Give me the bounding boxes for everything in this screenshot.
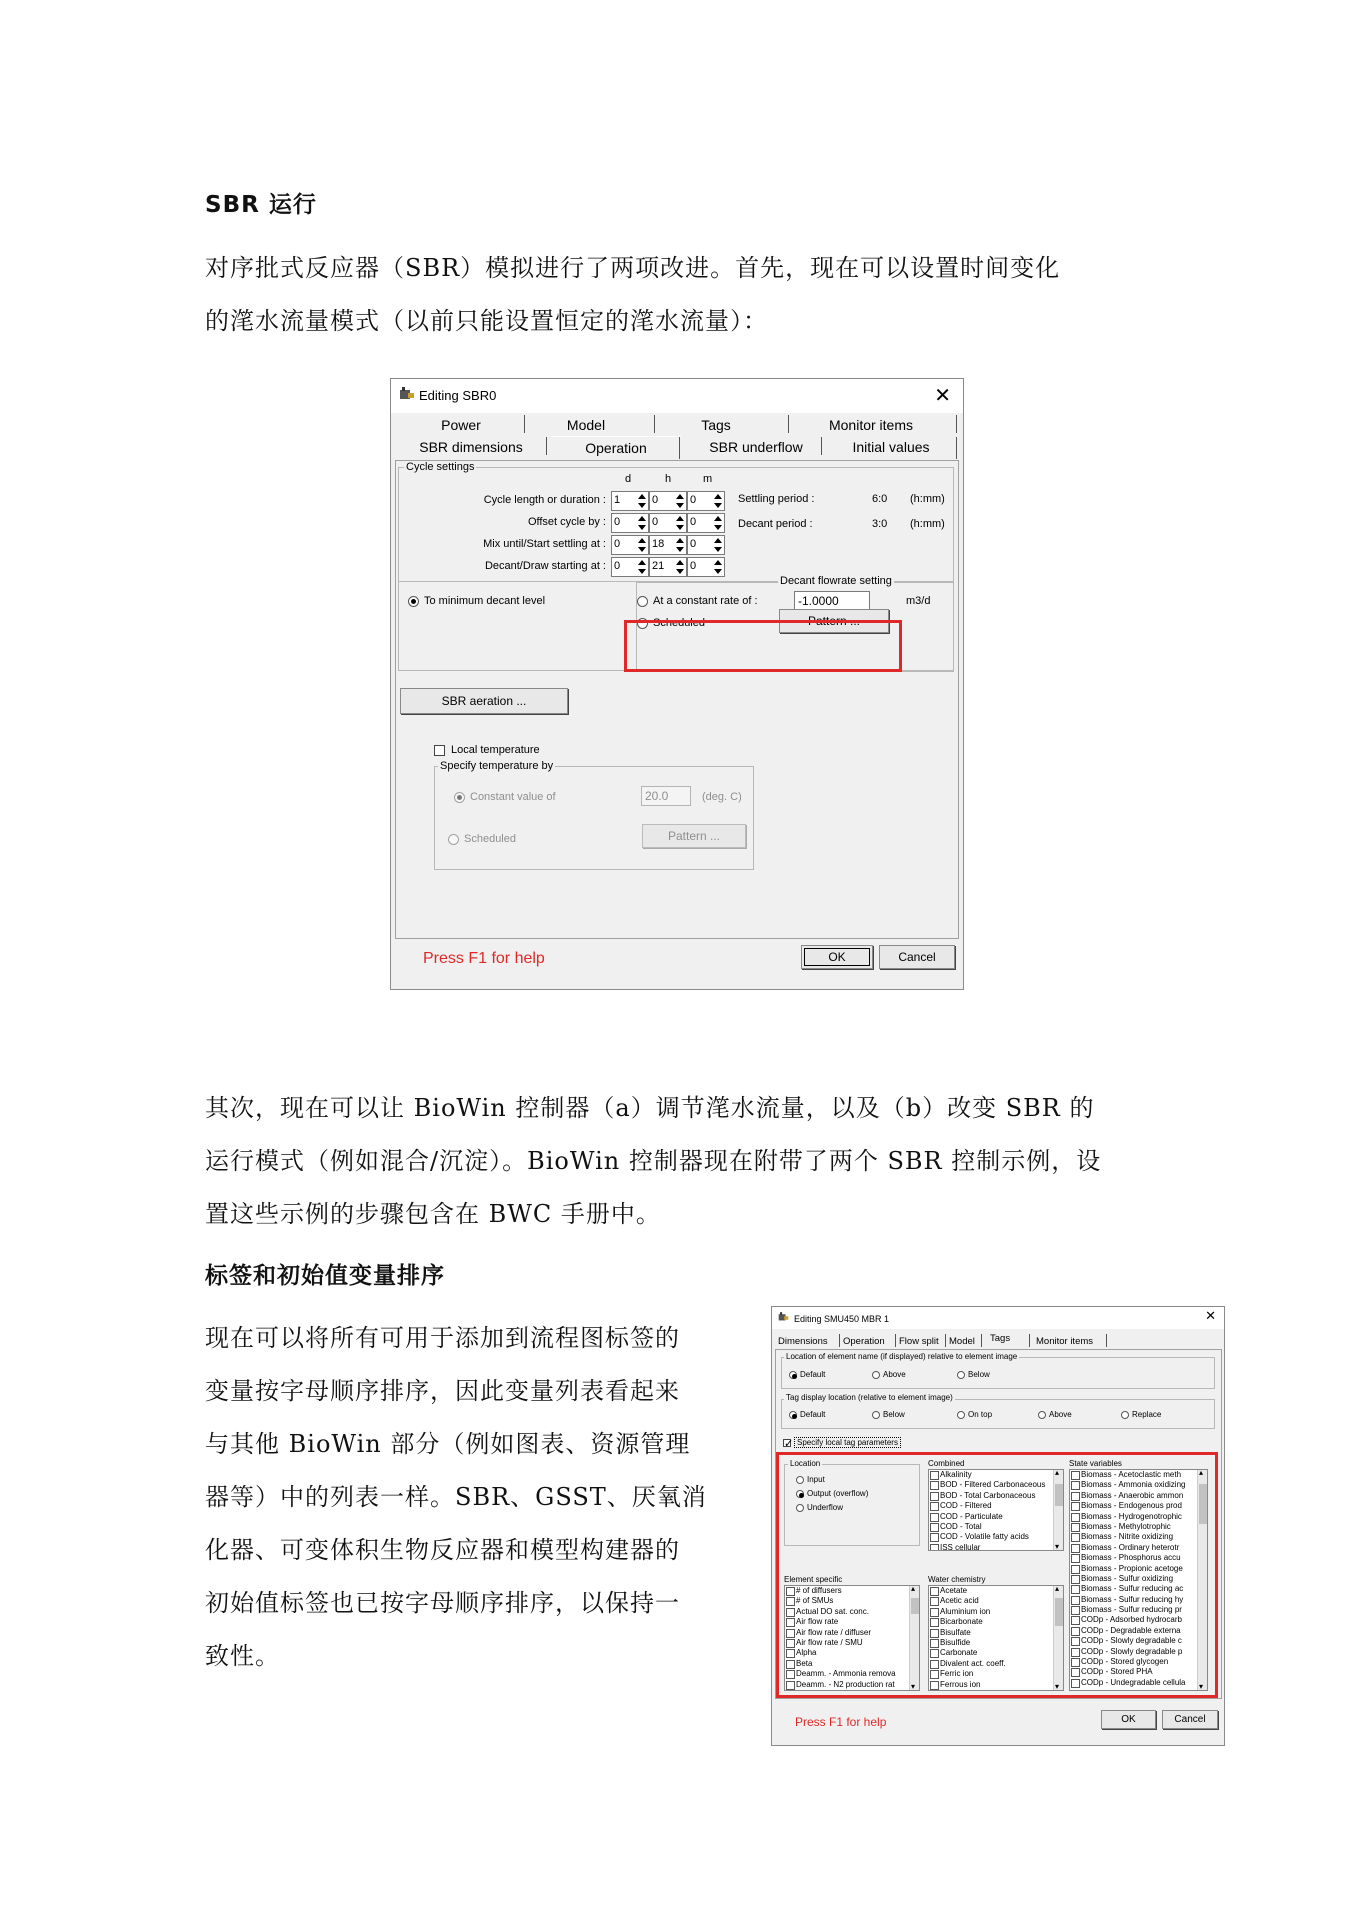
tab-model[interactable]: Model bbox=[949, 1336, 975, 1347]
list-item[interactable]: COD - Total bbox=[929, 1522, 1063, 1532]
element-name-location-label: Location of element name (if displayed) relative to element image bbox=[786, 1352, 1018, 1361]
paragraph-line: 与其他 BioWin 部分（例如图表、资源管理 bbox=[205, 1430, 691, 1458]
list-item[interactable]: Ferrous ion bbox=[929, 1680, 1063, 1690]
list-item[interactable]: COD - Filtered bbox=[929, 1501, 1063, 1511]
list-item[interactable]: Deamm. - N2 production rat bbox=[785, 1680, 919, 1690]
temp-scheduled-label: Scheduled bbox=[464, 833, 516, 845]
app-icon bbox=[399, 387, 415, 401]
list-item[interactable]: CODp - Adsorbed hydrocarb bbox=[1070, 1615, 1207, 1625]
list-item[interactable]: Carbonate bbox=[929, 1648, 1063, 1658]
list-item[interactable]: CODp - Stored PHA bbox=[1070, 1667, 1207, 1677]
water-chemistry-label: Water chemistry bbox=[928, 1575, 986, 1584]
list-item[interactable]: Biomass - Nitrite oxidizing bbox=[1070, 1532, 1207, 1542]
tab-power[interactable]: Power bbox=[441, 417, 481, 433]
cycle-length-d-spinner[interactable]: 1 bbox=[611, 491, 649, 511]
col-header-m: m bbox=[703, 473, 713, 485]
tab-monitor-items[interactable]: Monitor items bbox=[1036, 1336, 1094, 1347]
list-item[interactable]: Biomass - Sulfur reducing ac bbox=[1070, 1584, 1207, 1594]
list-item[interactable]: Air flow rate / diffuser bbox=[785, 1628, 919, 1638]
tag-above-label: Above bbox=[1049, 1410, 1072, 1419]
highlight-box bbox=[624, 620, 902, 672]
list-item[interactable]: Biomass - Anaerobic ammon bbox=[1070, 1491, 1207, 1501]
list-item[interactable]: Air flow rate / SMU bbox=[785, 1638, 919, 1648]
mbr-editing-dialog bbox=[771, 1306, 1225, 1746]
tag-on-top-radio[interactable] bbox=[957, 1411, 965, 1419]
decant-period-unit: (h:mm) bbox=[910, 518, 945, 530]
tag-replace-radio[interactable] bbox=[1121, 1411, 1129, 1419]
list-item[interactable]: Biomass - Ordinary heterotr bbox=[1070, 1543, 1207, 1553]
list-item[interactable]: Biomass - Sulfur reducing pr bbox=[1070, 1605, 1207, 1615]
tab-initial-values[interactable]: Initial values bbox=[852, 439, 930, 455]
local-temperature-checkbox[interactable] bbox=[434, 745, 445, 756]
paragraph-line: 化器、可变体积生物反应器和模型构建器的 bbox=[205, 1536, 680, 1564]
dialog-title: Editing SBR0 bbox=[419, 388, 497, 403]
cycle-settings-label: Cycle settings bbox=[406, 461, 475, 473]
offset-d-spinner[interactable]: 0 bbox=[611, 513, 649, 533]
tab-sbr-dimensions[interactable]: SBR dimensions bbox=[419, 439, 523, 455]
state-variables-label: State variables bbox=[1069, 1459, 1122, 1468]
list-item[interactable]: Bisulfate bbox=[929, 1628, 1063, 1638]
temp-constant-label: Constant value of bbox=[470, 791, 556, 803]
list-item[interactable]: # of diffusers bbox=[785, 1586, 919, 1596]
decant-pattern-button[interactable]: Pattern ... bbox=[779, 609, 889, 633]
mix-until-h-spinner[interactable]: 18 bbox=[649, 535, 687, 555]
ok-button[interactable]: OK bbox=[1101, 1710, 1156, 1729]
list-item[interactable]: Bicarbonate bbox=[929, 1617, 1063, 1627]
list-item[interactable]: Biomass - Phosphorus accu bbox=[1070, 1553, 1207, 1563]
close-icon[interactable]: ✕ bbox=[934, 385, 951, 407]
tab-monitor-items[interactable]: Monitor items bbox=[828, 417, 914, 433]
local-temperature-label: Local temperature bbox=[451, 744, 540, 756]
list-item[interactable]: Biomass - Acetoclastic meth bbox=[1070, 1470, 1207, 1480]
name-below-radio[interactable] bbox=[957, 1371, 965, 1379]
list-item[interactable]: Aluminium ion bbox=[929, 1607, 1063, 1617]
list-item[interactable]: Actual DO sat. conc. bbox=[785, 1607, 919, 1617]
app-icon bbox=[778, 1312, 789, 1322]
name-below-label: Below bbox=[968, 1370, 990, 1379]
element-specific-label: Element specific bbox=[784, 1575, 843, 1584]
list-item[interactable]: COD - Particulate bbox=[929, 1512, 1063, 1522]
specify-local-label: Specify local tag parameters bbox=[794, 1437, 901, 1448]
decant-start-m-spinner[interactable]: 0 bbox=[687, 557, 725, 577]
temp-constant-radio[interactable] bbox=[454, 792, 465, 803]
list-item[interactable]: CODp - Slowly degradable p bbox=[1070, 1647, 1207, 1657]
decant-start-d-spinner[interactable]: 0 bbox=[611, 557, 649, 577]
list-item[interactable]: Air flow rate bbox=[785, 1617, 919, 1627]
list-item[interactable]: Biomass - Sulfur reducing hy bbox=[1070, 1595, 1207, 1605]
paragraph-line: 置这些示例的步骤包含在 BWC 手册中。 bbox=[205, 1200, 661, 1228]
sbr-aeration-button[interactable]: SBR aeration ... bbox=[400, 688, 568, 714]
tag-default-radio[interactable] bbox=[789, 1411, 797, 1419]
tab-operation[interactable]: Operation bbox=[551, 436, 681, 460]
close-icon[interactable]: ✕ bbox=[1205, 1308, 1216, 1323]
tag-below-label: Below bbox=[883, 1410, 905, 1419]
col-header-h: h bbox=[665, 473, 672, 485]
sbr-editing-dialog bbox=[390, 378, 964, 990]
location-label: Location bbox=[790, 1459, 821, 1468]
name-default-label: Default bbox=[800, 1370, 826, 1379]
help-hint: Press F1 for help bbox=[423, 950, 545, 967]
decant-period-label: Decant period : bbox=[738, 518, 813, 530]
settling-period-label: Settling period : bbox=[738, 493, 815, 505]
list-item[interactable]: Bisulfide bbox=[929, 1638, 1063, 1648]
section-heading-sbr: SBR 运行 bbox=[205, 192, 317, 218]
paragraph-line: 运行模式（例如混合/沉淀）。BioWin 控制器现在附带了两个 SBR 控制示例，设 bbox=[205, 1147, 1102, 1175]
offset-h-spinner[interactable]: 0 bbox=[649, 513, 687, 533]
tab-operation[interactable]: Operation bbox=[843, 1336, 885, 1347]
specify-temperature-label: Specify temperature by bbox=[440, 760, 554, 772]
dialog-title: Editing SMU450 MBR 1 bbox=[794, 1314, 890, 1324]
mix-until-d-spinner[interactable]: 0 bbox=[611, 535, 649, 555]
constant-rate-input[interactable]: -1.0000 bbox=[794, 591, 870, 611]
list-item[interactable]: Beta bbox=[785, 1659, 919, 1669]
location-input-label: Input bbox=[807, 1475, 825, 1484]
col-header-d: d bbox=[625, 473, 632, 485]
dialog-titlebar bbox=[391, 379, 963, 413]
list-item[interactable]: Divalent act. coeff. bbox=[929, 1659, 1063, 1669]
decant-start-label: Decant/Draw starting at : bbox=[484, 560, 606, 572]
tag-on-top-label: On top bbox=[968, 1410, 993, 1419]
list-item[interactable]: CODp - Slowly degradable c bbox=[1070, 1636, 1207, 1646]
tag-display-location-label: Tag display location (relative to element image) bbox=[786, 1393, 953, 1402]
tag-replace-label: Replace bbox=[1132, 1410, 1162, 1419]
list-item[interactable]: Biomass - Endogenous prod bbox=[1070, 1501, 1207, 1511]
list-item[interactable]: Ferric ion bbox=[929, 1669, 1063, 1679]
cycle-length-label: Cycle length or duration : bbox=[483, 494, 606, 506]
element-name-location-group bbox=[781, 1357, 1215, 1389]
mix-until-label: Mix until/Start settling at : bbox=[483, 538, 606, 550]
combined-label: Combined bbox=[928, 1459, 965, 1468]
list-item[interactable]: BOD - Filtered Carbonaceous bbox=[929, 1480, 1063, 1490]
list-item[interactable]: Deamm. - Ammonia remova bbox=[785, 1669, 919, 1679]
offset-m-spinner[interactable]: 0 bbox=[687, 513, 725, 533]
settling-period-value: 6:0 bbox=[872, 493, 888, 505]
paragraph-line: 致性。 bbox=[205, 1642, 280, 1670]
tag-above-radio[interactable] bbox=[1038, 1411, 1046, 1419]
tag-below-radio[interactable] bbox=[872, 1411, 880, 1419]
list-item[interactable]: COD - Volatile fatty acids bbox=[929, 1532, 1063, 1542]
list-item[interactable]: CODp - Undegradable cellula bbox=[1070, 1678, 1207, 1688]
tab-model[interactable]: Model bbox=[566, 417, 606, 433]
min-decant-radio[interactable] bbox=[408, 596, 419, 607]
cycle-length-m-spinner[interactable]: 0 bbox=[687, 491, 725, 511]
temp-constant-input[interactable]: 20.0 bbox=[641, 786, 691, 806]
tab-sbr-underflow[interactable]: SBR underflow bbox=[709, 439, 803, 455]
list-item[interactable]: BOD - Total Carbonaceous bbox=[929, 1491, 1063, 1501]
list-item[interactable]: CODp - Stored glycogen bbox=[1070, 1657, 1207, 1667]
paragraph-line: 的滗水流量模式（以前只能设置恒定的滗水流量）： bbox=[205, 307, 768, 335]
paragraph-line: 现在可以将所有可用于添加到流程图标签的 bbox=[205, 1324, 680, 1352]
offset-cycle-label: Offset cycle by : bbox=[527, 516, 606, 528]
constant-rate-label: At a constant rate of : bbox=[653, 595, 758, 607]
cancel-button[interactable]: Cancel bbox=[879, 945, 955, 969]
specify-local-checkbox[interactable] bbox=[783, 1439, 791, 1447]
mix-until-m-spinner[interactable]: 0 bbox=[687, 535, 725, 555]
list-item[interactable]: Acetate bbox=[929, 1586, 1063, 1596]
settling-period-unit: (h:mm) bbox=[910, 493, 945, 505]
list-item[interactable]: CODp - Degradable externa bbox=[1070, 1626, 1207, 1636]
tab-flow-split[interactable]: Flow split bbox=[899, 1336, 939, 1347]
help-hint: Press F1 for help bbox=[795, 1715, 887, 1729]
scheduled-label: Scheduled bbox=[653, 617, 705, 629]
temp-unit: (deg. C) bbox=[702, 791, 742, 803]
paragraph-line: 初始值标签也已按字母顺序排序，以保持一 bbox=[205, 1589, 680, 1617]
name-above-radio[interactable] bbox=[872, 1371, 880, 1379]
decant-start-h-spinner[interactable]: 21 bbox=[649, 557, 687, 577]
list-item[interactable]: Acetic acid bbox=[929, 1596, 1063, 1606]
list-item[interactable]: ISS cellular bbox=[929, 1543, 1063, 1551]
name-above-label: Above bbox=[883, 1370, 906, 1379]
ok-button[interactable]: OK bbox=[801, 945, 873, 969]
list-item[interactable]: Biomass - Propionic acetoge bbox=[1070, 1564, 1207, 1574]
list-item[interactable]: Alkalinity bbox=[929, 1470, 1063, 1480]
dialog-titlebar bbox=[772, 1307, 1224, 1329]
location-output-label: Output (overflow) bbox=[807, 1489, 869, 1498]
list-item[interactable]: Alpha bbox=[785, 1648, 919, 1658]
paragraph-line: 器等）中的列表一样。SBR、GSST、厌氧消 bbox=[205, 1483, 707, 1511]
paragraph-line: 其次，现在可以让 BioWin 控制器（a）调节滗水流量，以及（b）改变 SBR 的 bbox=[205, 1094, 1095, 1122]
location-underflow-label: Underflow bbox=[807, 1503, 844, 1512]
list-item[interactable]: Biomass - Methylotrophic bbox=[1070, 1522, 1207, 1532]
constant-rate-unit: m3/d bbox=[906, 595, 931, 607]
list-item[interactable]: # of SMUs bbox=[785, 1596, 919, 1606]
tag-default-label: Default bbox=[800, 1410, 826, 1419]
list-item[interactable]: Biomass - Ammonia oxidizing bbox=[1070, 1480, 1207, 1490]
cycle-length-h-spinner[interactable]: 0 bbox=[649, 491, 687, 511]
tab-tags[interactable]: Tags bbox=[990, 1333, 1011, 1344]
constant-rate-radio[interactable] bbox=[637, 596, 648, 607]
tab-tags[interactable]: Tags bbox=[701, 417, 731, 433]
paragraph-line: 变量按字母顺序排序，因此变量列表看起来 bbox=[205, 1377, 680, 1405]
list-item[interactable]: Biomass - Hydrogenotrophic bbox=[1070, 1512, 1207, 1522]
section-heading-tags: 标签和初始值变量排序 bbox=[205, 1263, 445, 1289]
list-item[interactable]: Biomass - Sulfur oxidizing bbox=[1070, 1574, 1207, 1584]
temp-scheduled-radio[interactable] bbox=[448, 834, 459, 845]
name-default-radio[interactable] bbox=[789, 1371, 797, 1379]
specify-temperature-group bbox=[434, 766, 754, 870]
tab-dimensions[interactable]: Dimensions bbox=[778, 1336, 828, 1347]
paragraph-line: 对序批式反应器（SBR）模拟进行了两项改进。首先，现在可以设置时间变化 bbox=[205, 254, 1061, 282]
temp-pattern-button[interactable]: Pattern ... bbox=[642, 824, 746, 848]
decant-period-value: 3:0 bbox=[872, 518, 888, 530]
min-decant-label: To minimum decant level bbox=[424, 595, 546, 607]
operation-panel bbox=[395, 460, 959, 939]
decant-flowrate-label: Decant flowrate setting bbox=[780, 575, 892, 587]
cancel-button[interactable]: Cancel bbox=[1162, 1710, 1218, 1729]
highlight-box bbox=[776, 1452, 1218, 1698]
